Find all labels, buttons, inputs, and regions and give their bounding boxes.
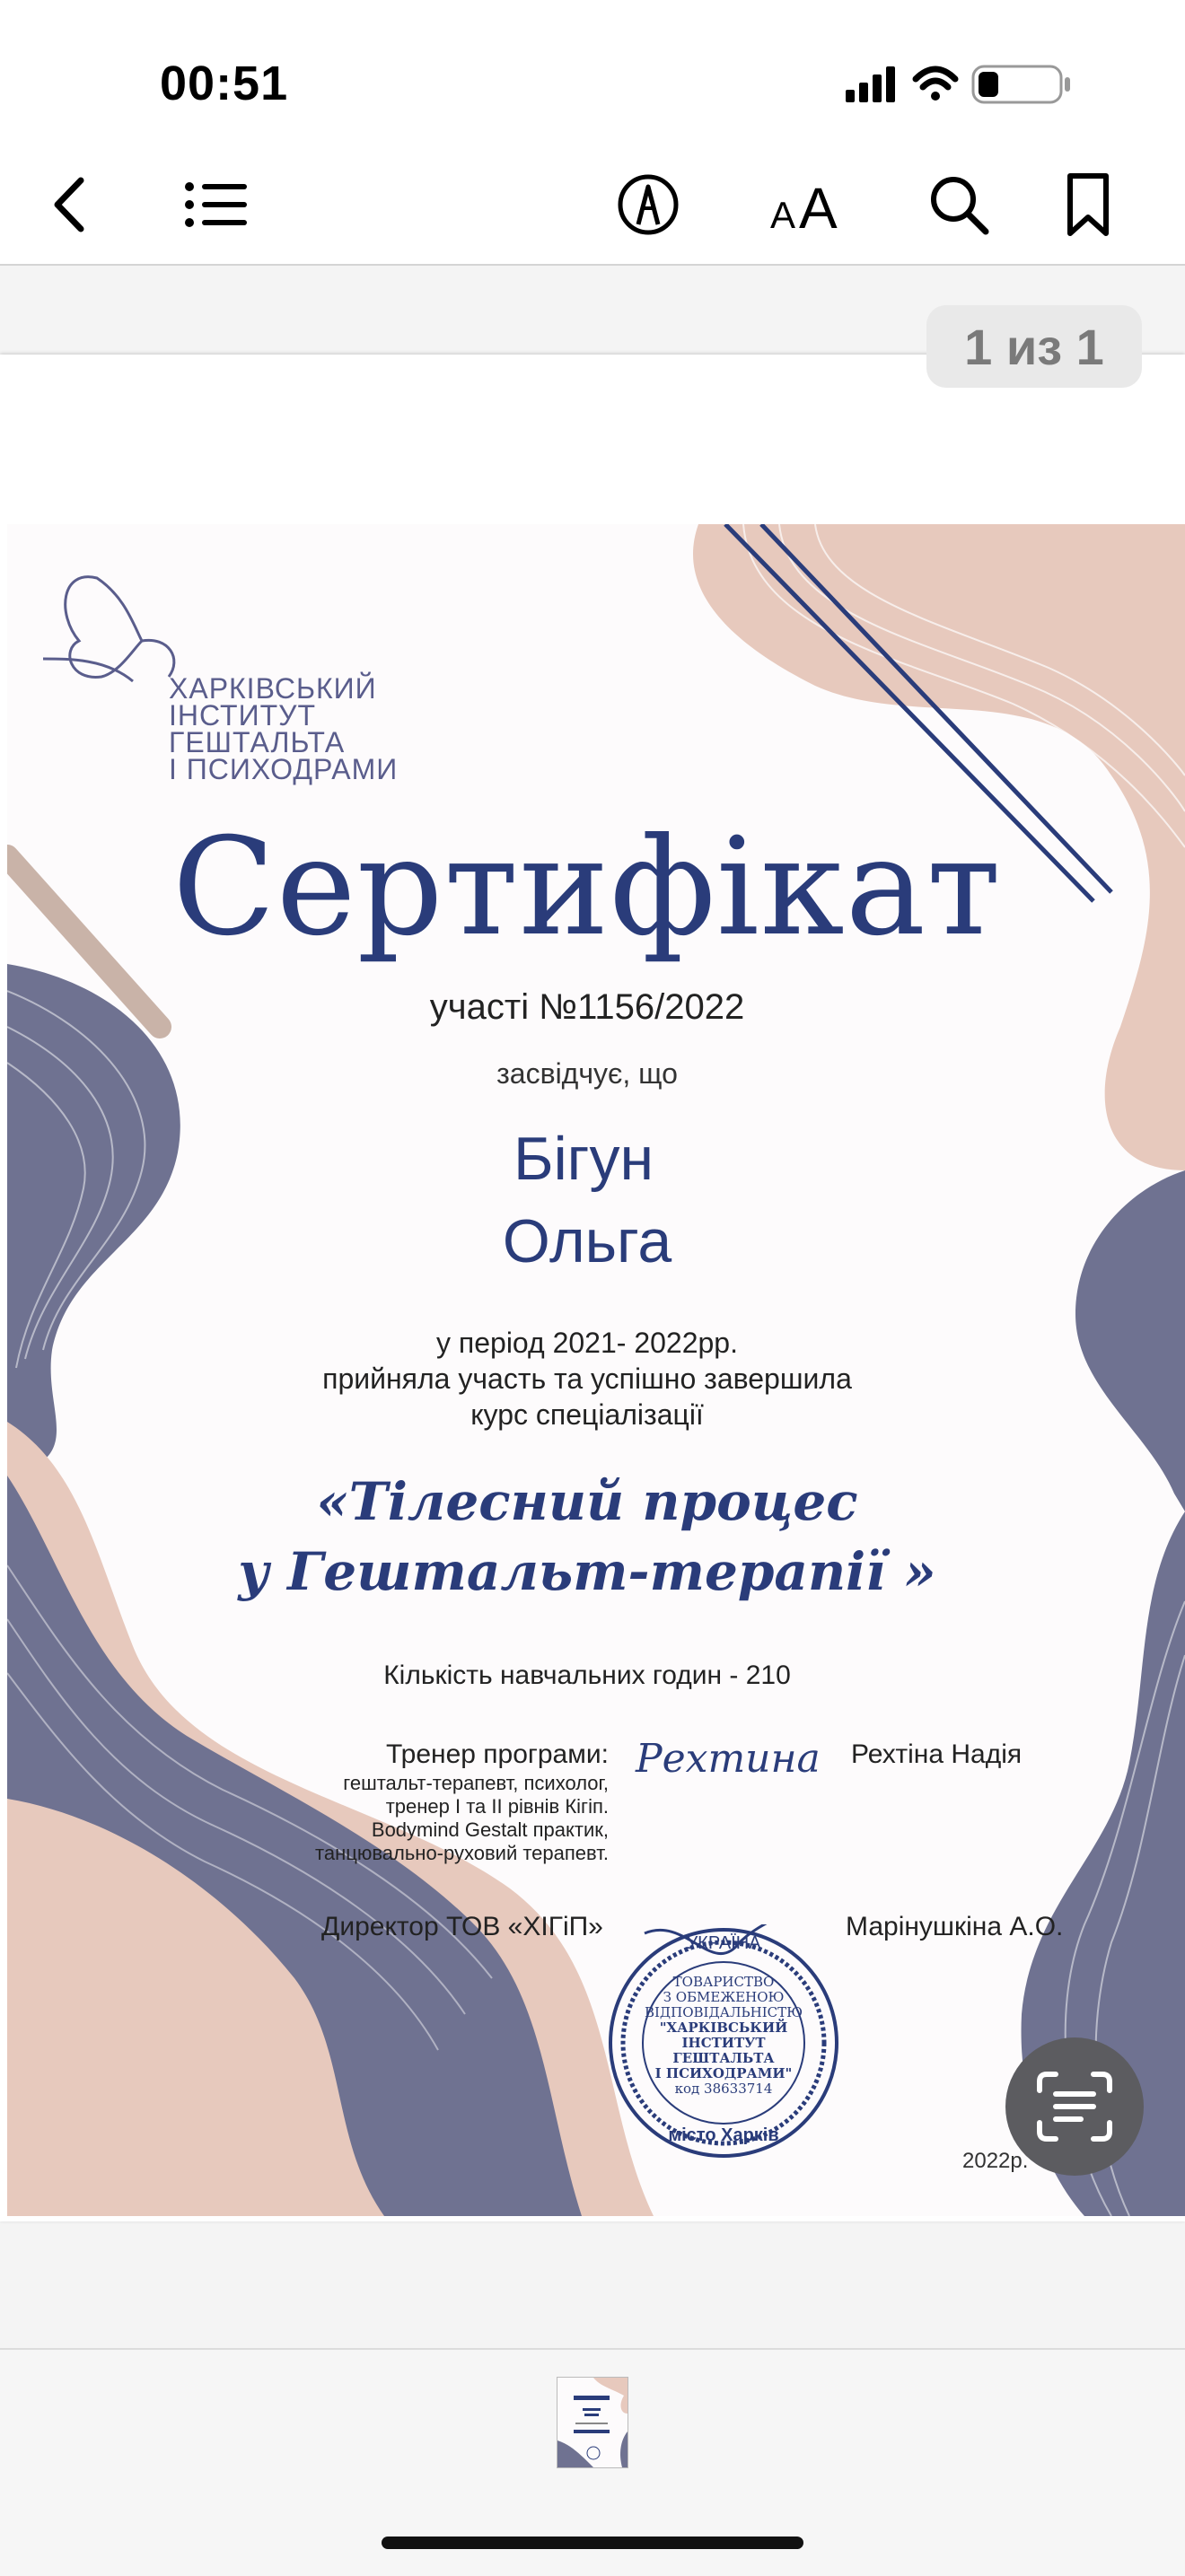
trainer-label: Тренер програми:	[386, 1739, 609, 1769]
svg-text:A: A	[770, 194, 796, 233]
text-size-icon	[767, 176, 847, 233]
trainer-name: Рехтіна Надія	[851, 1739, 1023, 1769]
cellular-signal-icon	[846, 66, 895, 102]
trainer-description: гештальт-терапевт, психолог, тренер I та II рівнів Кігіп. Bodymind Gestalt практик, танцювально-руховий терапевт.	[315, 1772, 609, 1864]
director-label: Директор ТОВ «ХІГіП»	[321, 1912, 603, 1941]
status-icons	[846, 59, 1079, 114]
butterfly-logo-icon	[43, 577, 174, 681]
certificate-title: Сертифікат	[171, 810, 1003, 966]
contents-button[interactable]	[176, 167, 257, 242]
search-icon	[926, 172, 991, 237]
certificate-number: участі №1156/2022	[429, 987, 745, 1027]
page-indicator: 1 из 1	[926, 305, 1142, 388]
status-time: 00:51	[160, 57, 289, 110]
pen-markup-icon	[616, 172, 680, 237]
bookmark-icon	[1063, 171, 1113, 239]
course-title: «Тілесний процес у Гештальт-терапії »	[238, 1471, 936, 1602]
director-name: Марінушкіна А.О.	[846, 1912, 1064, 1941]
live-text-button[interactable]	[1005, 2037, 1144, 2176]
home-indicator[interactable]	[382, 2537, 803, 2549]
search-button[interactable]	[921, 167, 996, 242]
trainer-signature: Рехтина	[636, 1736, 821, 1782]
recipient-surname: Бігун	[513, 1125, 654, 1193]
page-thumbnail[interactable]	[557, 2377, 628, 2468]
status-bar	[0, 0, 1185, 135]
study-hours: Кількість навчальних годин - 210	[383, 1660, 791, 1690]
live-text-icon	[1034, 2069, 1115, 2144]
reader-toolbar	[0, 144, 1185, 266]
official-stamp: УКРАЇНА ТОВАРИСТВО З ОБМЕЖЕНОЮ ВІДПОВІДАЛЬНІСТЮ "ХАРКІВСЬКИЙ ІНСТИТУТ ГЕШТАЛЬТА І ПСИХОДРАМИ" код 38633714 місто Харків	[605, 1924, 842, 2161]
svg-text:A: A	[799, 176, 838, 233]
back-button[interactable]	[34, 167, 110, 242]
certificate	[7, 524, 1185, 2216]
markup-button[interactable]	[610, 167, 686, 242]
certifies-text: засвідчує, що	[496, 1057, 678, 1090]
wifi-icon	[916, 69, 955, 101]
bookmark-button[interactable]	[1050, 167, 1126, 242]
text-size-button[interactable]	[765, 167, 849, 242]
institute-logo-text: ХАРКІВСЬКИЙ ІНСТИТУТ ГЕШТАЛЬТА І ПСИХОДРАМИ	[169, 672, 399, 785]
list-icon	[184, 178, 249, 232]
certificate-year: 2022р.	[962, 2149, 1029, 2173]
chevron-left-icon	[45, 173, 99, 236]
period-text: у період 2021- 2022рр. прийняла участь та успішно завершила курс спеціалізації	[322, 1327, 852, 1431]
battery-icon	[973, 66, 1070, 102]
recipient-first-name: Ольга	[502, 1207, 672, 1275]
